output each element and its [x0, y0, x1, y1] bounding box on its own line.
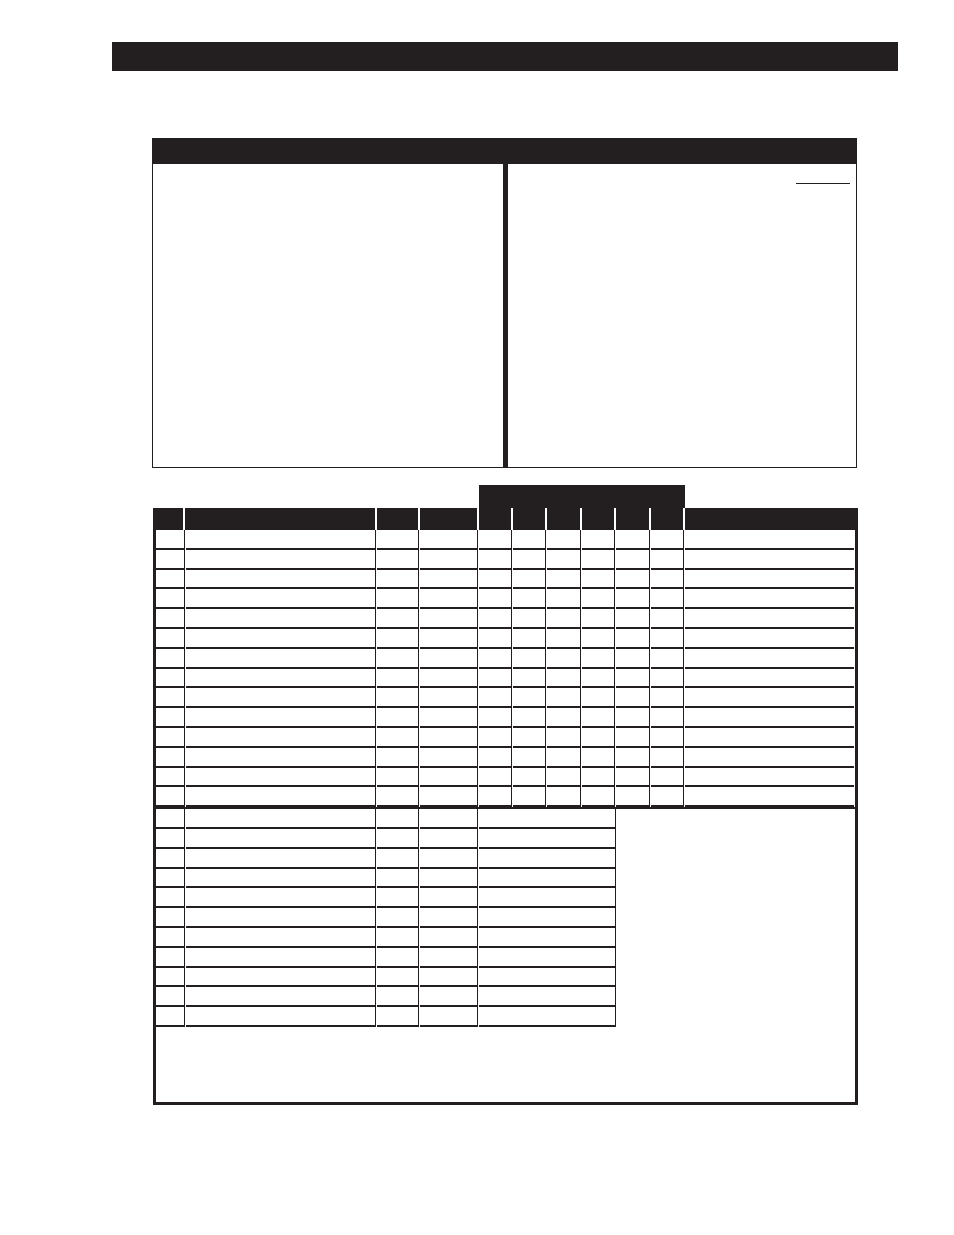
- table-row-cell: [479, 669, 511, 689]
- table-row-cell: [420, 669, 477, 689]
- table-row-cell: [513, 787, 545, 807]
- table-row-cell: [156, 968, 184, 988]
- header-column-separator: [649, 508, 651, 530]
- column-rule: [477, 809, 478, 1027]
- header-column-separator: [545, 508, 547, 530]
- table-row-cell: [156, 688, 184, 708]
- table-row-cell: [377, 849, 418, 869]
- table-row-cell: [156, 849, 184, 869]
- table-row-cell: [377, 829, 418, 849]
- table-row-cell: [547, 649, 580, 669]
- table-row-cell: [651, 550, 683, 570]
- table-row-cell: [420, 649, 477, 669]
- table-row-cell: [685, 629, 854, 649]
- table-row-cell: [547, 688, 580, 708]
- table-row-cell: [420, 589, 477, 609]
- table-row-cell: [513, 530, 545, 550]
- table-row-cell: [186, 787, 375, 807]
- table-row-cell: [582, 589, 614, 609]
- table-row-cell: [651, 728, 683, 748]
- table-row-cell: [685, 787, 854, 807]
- column-rule: [184, 530, 185, 807]
- table-row-cell: [420, 928, 477, 948]
- table-row-cell: [616, 688, 649, 708]
- table-row-cell: [685, 530, 854, 550]
- column-rule: [580, 530, 581, 807]
- table-row-cell: [547, 748, 580, 768]
- column-rule: [545, 530, 546, 807]
- table-row-cell: [420, 728, 477, 748]
- table-row-cell: [651, 748, 683, 768]
- header-column-separator: [614, 508, 616, 530]
- header-column-separator: [183, 508, 185, 530]
- table-row-cell: [547, 728, 580, 748]
- table-row-cell: [420, 748, 477, 768]
- table-row-cell: [420, 948, 477, 968]
- table-row-cell: [582, 649, 614, 669]
- table-row-cell: [377, 987, 418, 1007]
- table-row-cell: [156, 570, 184, 590]
- table-row-cell: [582, 768, 614, 788]
- table-row-cell: [420, 688, 477, 708]
- table-row-cell: [616, 649, 649, 669]
- table-row-cell: [616, 629, 649, 649]
- table-row-cell: [156, 829, 184, 849]
- table-row-cell: [479, 550, 511, 570]
- table-row-cell: [156, 609, 184, 629]
- table-row-cell: [616, 669, 649, 689]
- table-row-cell: [156, 649, 184, 669]
- table-row-cell: [685, 669, 854, 689]
- header-column-separator: [418, 508, 420, 530]
- table-row-cell: [186, 768, 375, 788]
- table-row-cell: [685, 609, 854, 629]
- column-rule: [649, 530, 650, 807]
- table-row-cell: [420, 968, 477, 988]
- table-row-cell: [616, 728, 649, 748]
- table-row-cell: [186, 629, 375, 649]
- table-row-cell: [651, 589, 683, 609]
- table-row-cell: [685, 550, 854, 570]
- table-row-cell: [479, 688, 511, 708]
- column-rule: [683, 530, 684, 807]
- table-row-cell: [377, 708, 418, 728]
- table-row-cell: [377, 968, 418, 988]
- table-row-cell: [156, 948, 184, 968]
- table-row-cell: [156, 589, 184, 609]
- table-row-cell: [186, 829, 375, 849]
- column-rule: [184, 809, 185, 1027]
- table-row-cell: [186, 928, 375, 948]
- table-row-cell: [479, 809, 615, 829]
- table-row-cell: [377, 748, 418, 768]
- table-row-cell: [420, 888, 477, 908]
- table-header-row: [153, 508, 858, 530]
- table-row-cell: [479, 987, 615, 1007]
- table-row-cell: [156, 869, 184, 889]
- table-row-cell: [377, 809, 418, 829]
- table-row-cell: [685, 688, 854, 708]
- table-row-cell: [186, 609, 375, 629]
- table-row-cell: [156, 530, 184, 550]
- table-row-cell: [479, 768, 511, 788]
- table-row-cell: [513, 708, 545, 728]
- table-row-cell: [479, 629, 511, 649]
- table-row-cell: [479, 787, 511, 807]
- table-row-cell: [651, 708, 683, 728]
- table-row-cell: [479, 948, 615, 968]
- table-row-cell: [377, 550, 418, 570]
- table-row-cell: [479, 869, 615, 889]
- table-row-cell: [685, 728, 854, 748]
- header-column-separator: [375, 508, 377, 530]
- table-row-cell: [377, 589, 418, 609]
- table-row-cell: [651, 649, 683, 669]
- table-row-cell: [582, 570, 614, 590]
- column-rule: [614, 530, 615, 807]
- table-row-cell: [547, 530, 580, 550]
- table-row-cell: [377, 669, 418, 689]
- table-row-cell: [616, 787, 649, 807]
- table-row-cell: [651, 669, 683, 689]
- table-row-cell: [513, 609, 545, 629]
- table-row-cell: [186, 869, 375, 889]
- table-row-cell: [420, 1007, 477, 1027]
- table-row-cell: [513, 768, 545, 788]
- table-row-cell: [156, 629, 184, 649]
- table-row-cell: [685, 768, 854, 788]
- table-row-cell: [186, 550, 375, 570]
- table-row-cell: [156, 928, 184, 948]
- header-column-separator: [683, 508, 685, 530]
- top-header-bar: [112, 42, 898, 71]
- table-row-cell: [186, 849, 375, 869]
- table-row-cell: [420, 570, 477, 590]
- table-row-cell: [479, 708, 511, 728]
- table-row-cell: [186, 649, 375, 669]
- table-row-cell: [479, 589, 511, 609]
- table-row-cell: [479, 1007, 615, 1027]
- table-row-cell: [513, 688, 545, 708]
- table-row-cell: [651, 629, 683, 649]
- table-row-cell: [186, 669, 375, 689]
- header-column-separator: [511, 508, 513, 530]
- table-row-cell: [513, 550, 545, 570]
- table-row-cell: [479, 609, 511, 629]
- table-row-cell: [547, 609, 580, 629]
- table-row-cell: [420, 768, 477, 788]
- table-row-cell: [582, 708, 614, 728]
- table-row-cell: [685, 649, 854, 669]
- table-row-cell: [582, 748, 614, 768]
- table-row-cell: [186, 589, 375, 609]
- table-row-cell: [616, 609, 649, 629]
- table-row-cell: [377, 649, 418, 669]
- table-row-cell: [479, 908, 615, 928]
- table-row-cell: [377, 869, 418, 889]
- table-row-cell: [479, 829, 615, 849]
- table-row-cell: [547, 629, 580, 649]
- table-row-cell: [377, 948, 418, 968]
- table-row-cell: [186, 908, 375, 928]
- table-row-cell: [420, 629, 477, 649]
- table-row-cell: [377, 728, 418, 748]
- info-box-right-panel: [508, 164, 856, 467]
- table-row-cell: [186, 968, 375, 988]
- column-rule: [418, 809, 419, 1027]
- column-rule: [511, 530, 512, 807]
- table-row-cell: [582, 669, 614, 689]
- table-row-cell: [582, 629, 614, 649]
- table-row-cell: [156, 708, 184, 728]
- table-row-cell: [616, 768, 649, 788]
- table-row-cell: [616, 530, 649, 550]
- table-row-cell: [651, 688, 683, 708]
- column-rule: [375, 809, 376, 1027]
- table-row-cell: [547, 768, 580, 788]
- table-row-cell: [479, 849, 615, 869]
- table-row-cell: [513, 649, 545, 669]
- table-row-cell: [377, 928, 418, 948]
- table-row-cell: [156, 787, 184, 807]
- table-row-cell: [156, 908, 184, 928]
- table-row-cell: [547, 787, 580, 807]
- table-row-cell: [186, 987, 375, 1007]
- table-row-cell: [582, 550, 614, 570]
- table-row-cell: [513, 570, 545, 590]
- table-row-cell: [420, 530, 477, 550]
- header-column-separator: [580, 508, 582, 530]
- info-box-short-rule: [796, 183, 850, 184]
- table-row-cell: [186, 1007, 375, 1027]
- table-row-cell: [616, 589, 649, 609]
- table-row-cell: [547, 570, 580, 590]
- table-row-cell: [156, 669, 184, 689]
- table-row-cell: [156, 768, 184, 788]
- table-row-cell: [377, 908, 418, 928]
- table-row-cell: [420, 829, 477, 849]
- table-row-cell: [479, 888, 615, 908]
- table-row-cell: [420, 987, 477, 1007]
- table-row-cell: [186, 888, 375, 908]
- table-row-cell: [651, 530, 683, 550]
- table-row-cell: [186, 748, 375, 768]
- table-row-cell: [156, 748, 184, 768]
- table-row-cell: [513, 728, 545, 748]
- table-row-cell: [156, 809, 184, 829]
- table-row-cell: [420, 849, 477, 869]
- table-row-cell: [156, 987, 184, 1007]
- table-row-cell: [685, 589, 854, 609]
- table-row-cell: [377, 888, 418, 908]
- table-row-cell: [616, 550, 649, 570]
- table-row-cell: [420, 708, 477, 728]
- table-row-cell: [377, 530, 418, 550]
- table-row-cell: [547, 708, 580, 728]
- table-row-cell: [582, 609, 614, 629]
- column-rule: [375, 530, 376, 807]
- table-row-cell: [156, 728, 184, 748]
- table-row-cell: [479, 728, 511, 748]
- info-box-left-panel: [153, 164, 503, 467]
- table-row-cell: [513, 669, 545, 689]
- table-row-cell: [582, 530, 614, 550]
- table-row-cell: [685, 708, 854, 728]
- table-row-cell: [479, 649, 511, 669]
- table-row-cell: [651, 787, 683, 807]
- table-row-cell: [479, 570, 511, 590]
- table-row-cell: [156, 550, 184, 570]
- table-row-cell: [651, 768, 683, 788]
- table-row-cell: [420, 869, 477, 889]
- table-row-cell: [547, 589, 580, 609]
- table-row-cell: [685, 748, 854, 768]
- table-row-cell: [420, 787, 477, 807]
- table-row-cell: [420, 809, 477, 829]
- table-row-cell: [186, 570, 375, 590]
- table-row-cell: [582, 728, 614, 748]
- table-row-cell: [186, 809, 375, 829]
- table-row-cell: [616, 570, 649, 590]
- column-rule: [418, 530, 419, 807]
- column-rule: [615, 809, 616, 1027]
- table-row-cell: [186, 728, 375, 748]
- table-row-cell: [616, 748, 649, 768]
- table-row-cell: [377, 609, 418, 629]
- column-rule: [477, 530, 478, 807]
- table-row-cell: [479, 928, 615, 948]
- table-row-cell: [616, 708, 649, 728]
- table-row-cell: [377, 768, 418, 788]
- table-row-cell: [547, 550, 580, 570]
- table-row-cell: [377, 629, 418, 649]
- table-row-cell: [186, 948, 375, 968]
- table-row-cell: [513, 589, 545, 609]
- table-row-cell: [377, 1007, 418, 1027]
- table-row-cell: [547, 669, 580, 689]
- table-row-cell: [582, 787, 614, 807]
- table-row-cell: [186, 708, 375, 728]
- table-row-cell: [651, 609, 683, 629]
- table-row-cell: [186, 688, 375, 708]
- table-row-cell: [513, 748, 545, 768]
- table-row-cell: [479, 968, 615, 988]
- table-row-cell: [420, 609, 477, 629]
- table-row-cell: [582, 688, 614, 708]
- table-row-cell: [377, 570, 418, 590]
- info-box: [152, 138, 857, 468]
- info-box-header: [153, 139, 856, 164]
- register-table: [153, 485, 858, 1105]
- table-row-cell: [479, 748, 511, 768]
- table-row-cell: [420, 908, 477, 928]
- table-row-cell: [377, 787, 418, 807]
- table-row-cell: [156, 888, 184, 908]
- table-row-cell: [420, 550, 477, 570]
- table-row-cell: [513, 629, 545, 649]
- table-row-cell: [156, 1007, 184, 1027]
- table-row-cell: [186, 530, 375, 550]
- table-row-cell: [479, 530, 511, 550]
- table-row-cell: [377, 688, 418, 708]
- header-column-separator: [477, 508, 479, 530]
- table-row-cell: [685, 570, 854, 590]
- table-row-cell: [651, 570, 683, 590]
